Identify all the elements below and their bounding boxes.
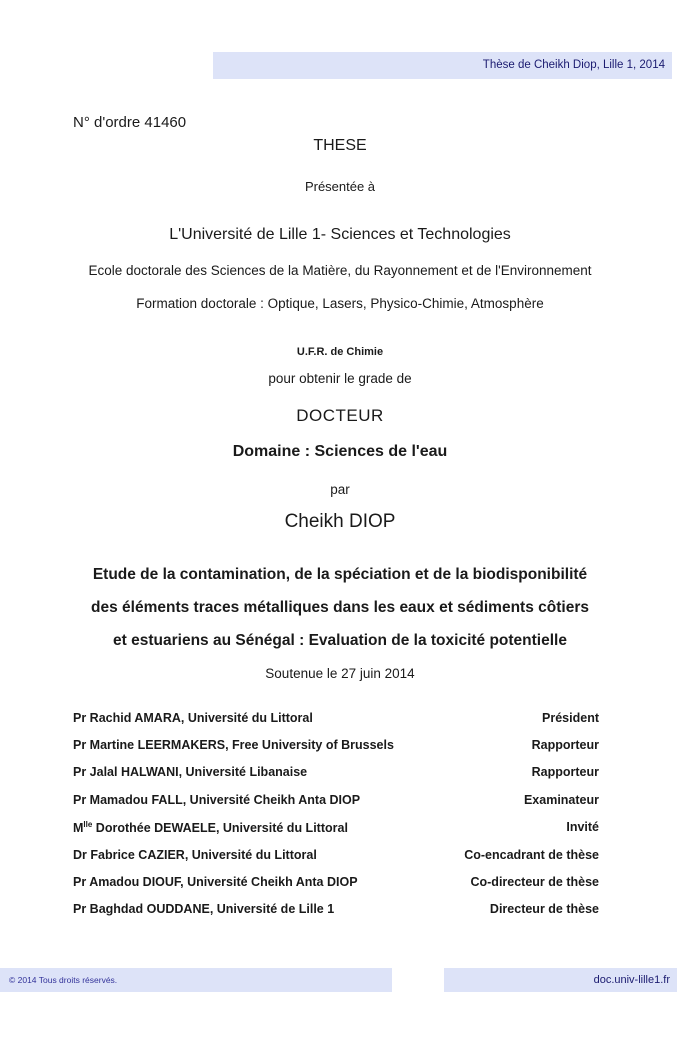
doctoral-program: Formation doctorale : Optique, Lasers, Physico-Chimie, Atmosphère (136, 296, 544, 311)
jury-member-name: Pr Jalal HALWANI, Université Libanaise (73, 765, 308, 780)
doctoral-school: Ecole doctorale des Sciences de la Matière, du Rayonnement et de l'Environnement (88, 263, 592, 278)
presented-at-label: Présentée à (304, 179, 376, 194)
jury-member-role: Invité (566, 820, 599, 835)
thesis-title-line-1: Etude de la contamination, de la spéciation et de la biodisponibilité (92, 566, 588, 583)
jury-row (73, 814, 599, 841)
thesis-title (73, 558, 607, 657)
repository-header-stamp (213, 52, 672, 79)
jury-row (73, 896, 599, 923)
jury-member-name: Pr Rachid AMARA, Université du Littoral (73, 710, 313, 725)
jury-row (73, 759, 599, 786)
jury-row (73, 731, 599, 758)
jury-member-name: Pr Martine LEERMAKERS, Free University of Brussels (73, 738, 394, 753)
jury-row (73, 786, 599, 813)
repository-header-stamp-text: Thèse de Cheikh Diop, Lille 1, 2014 (482, 59, 665, 71)
footer-site-text: doc.univ-lille1.fr (593, 974, 670, 986)
jury-member-role: Co-encadrant de thèse (464, 847, 599, 862)
by-label: par (330, 482, 350, 497)
order-number: N° d'ordre 41460 (73, 114, 187, 131)
jury-member-role: Directeur de thèse (489, 902, 599, 917)
footer-site-bar (444, 968, 677, 992)
jury-member-role: Co-directeur de thèse (470, 875, 599, 890)
jury-row (73, 841, 599, 868)
footer-copyright-bar (0, 968, 392, 992)
jury-member-name: Pr Baghdad OUDDANE, Université de Lille 1 (73, 902, 335, 917)
jury-member-name: $M^{lle}$ Dorothée DEWAELE, Université du Littoral (73, 819, 348, 835)
university-name: L'Université de Lille 1- Sciences et Technologies (169, 226, 511, 243)
jury-row (73, 868, 599, 895)
footer-copyright-text: © 2014 Tous droits réservés. (9, 975, 118, 985)
thesis-label: THESE (313, 137, 367, 154)
defense-date: Soutenue le 27 juin 2014 (265, 666, 415, 681)
thesis-title-line-3: et estuariens au Sénégal : Evaluation de la toxicité potentielle (113, 632, 567, 649)
jury-member-role: Rapporteur (531, 765, 599, 780)
jury-member-role: Examinateur (523, 792, 599, 807)
thesis-title-line-2: des éléments traces métalliques dans les eaux et sédiments côtiers (91, 599, 589, 616)
degree-label: DOCTEUR (296, 406, 384, 425)
department-name: U.F.R. de Chimie (296, 346, 384, 358)
grade-intro-label: pour obtenir le grade de (268, 371, 412, 386)
jury-member-name: Pr Mamadou FALL, Université Cheikh Anta DIOP (73, 792, 361, 807)
jury-member-name: Pr Amadou DIOUF, Université Cheikh Anta DIOP (73, 875, 358, 890)
author-name: Cheikh DIOP (284, 511, 396, 532)
jury-table (73, 704, 599, 923)
domain-label: Domaine : Sciences de l'eau (232, 443, 448, 460)
jury-member-name: Dr Fabrice CAZIER, Université du Littoral (73, 847, 317, 862)
jury-member-role: Rapporteur (531, 738, 599, 753)
jury-row (73, 704, 599, 731)
jury-member-role: Président (542, 710, 599, 725)
